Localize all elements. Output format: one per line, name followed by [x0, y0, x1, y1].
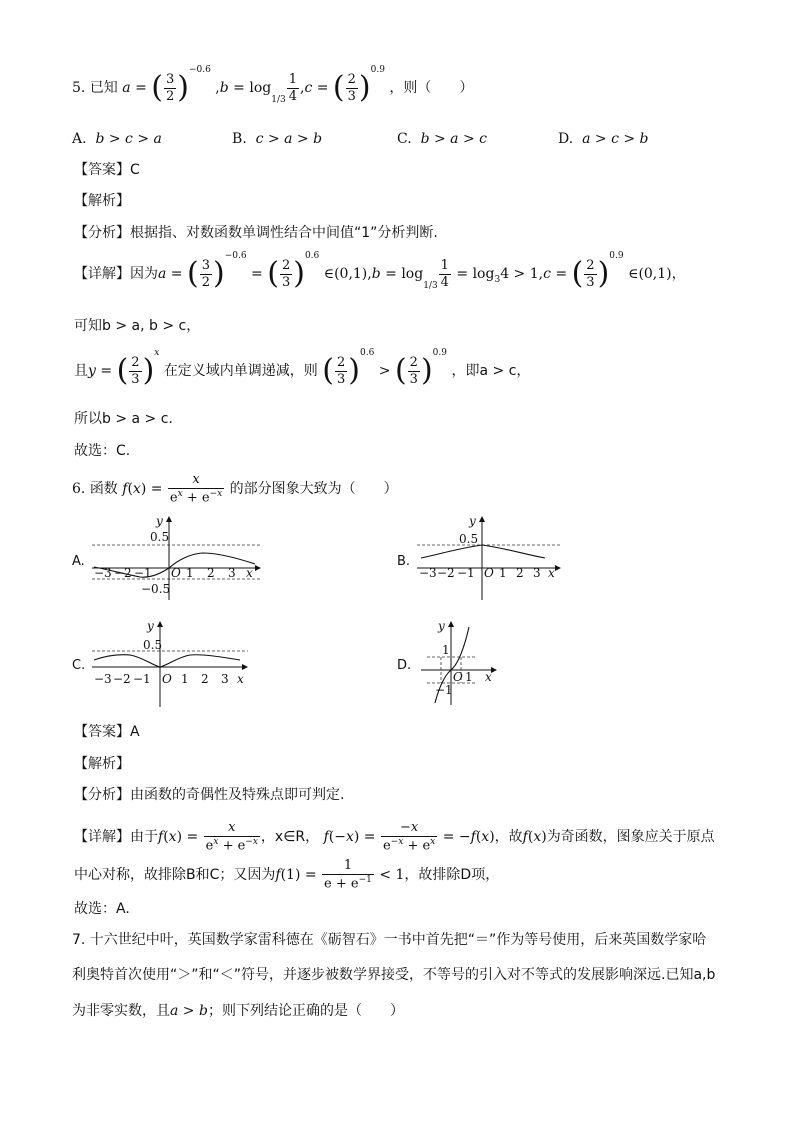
q6-number: 6.: [72, 480, 86, 497]
q5-detail-line: 【详解】因为a = ( $\frac{3}{2}$ )$^{-0.6}$ = ( $\frac{2}{3}$ )$^{0.6}$ ∈(0,1),b = $\log_{1/3}$ $\frac{1}{4}$ = $\log_34 > 1,c$ = ( $\frac{2}{3}$ )$^{0.9}$ ∈(0,1)，: [74, 251, 686, 292]
svg-text:1: 1: [181, 672, 189, 686]
svg-text:y: y: [438, 619, 445, 633]
svg-text:1: 1: [186, 566, 194, 580]
q6-graph-b: [395, 512, 595, 604]
q5-know-line: 可知b > a, b > c，: [74, 318, 201, 334]
svg-text:x: x: [485, 670, 492, 684]
svg-text:x: x: [246, 566, 253, 580]
svg-text:O: O: [453, 670, 463, 684]
svg-text:0.5: 0.5: [143, 638, 163, 652]
svg-text:D.: D.: [397, 658, 412, 673]
svg-text:O: O: [162, 672, 172, 686]
svg-text:1: 1: [442, 643, 450, 657]
svg-text:−2: −2: [113, 672, 131, 686]
q5-stem-prefix: 已知: [89, 80, 118, 97]
svg-text:O: O: [484, 566, 494, 580]
q5-stem: 5. 已知 a = ( $\frac{3}{2}$ )$^{-0.6}$ $,b = \log_{1/3}$ $\frac{1}{4}$ ,c = ( $\frac{2}{3}$ )$^{0.9}$ ，则（ ）: [72, 65, 474, 106]
svg-text:A.: A.: [72, 554, 85, 569]
svg-text:−3: −3: [94, 672, 112, 686]
q5-option-c: C. b > a > c: [397, 131, 487, 147]
svg-text:−2: −2: [437, 566, 455, 580]
q6-stem: 6. 函数 f(x) = $\frac{x}{e^x + e^{-x}}$ 的部分图象大致为（ ）: [72, 472, 398, 505]
q5-option-b: B. c > a > b: [232, 131, 323, 147]
q5-number: 5.: [72, 80, 86, 97]
svg-text:3: 3: [221, 672, 229, 686]
q6-analysis-tag: 【解析】: [74, 756, 130, 772]
svg-text:1: 1: [499, 566, 507, 580]
q6-graph-c: [70, 617, 270, 709]
q5-fenxi: 【分析】根据指、对数函数单调性结合中间值“1”分析判断.: [74, 225, 438, 241]
q5-answer: 【答案】C: [74, 162, 140, 178]
svg-text:3: 3: [228, 566, 236, 580]
q6-detail-line2: 中心对称，故排除B和C；又因为f(1) = $\frac{1}{e + e^{-1}}$ < 1，故排除D项，: [74, 858, 500, 891]
svg-text:y: y: [156, 514, 163, 528]
q5-choose-line: 故选：C.: [74, 443, 131, 459]
q7-stem-line1: 7. 十六世纪中叶，英国数学家雷科德在《砺智石》一书中首先把“＝”作为等号使用，后来英国数学家哈: [72, 932, 707, 948]
q5-so-line: 所以b > a > c.: [74, 411, 173, 427]
svg-text:x: x: [237, 672, 244, 686]
svg-text:0.5: 0.5: [459, 532, 479, 546]
svg-text:0.5: 0.5: [150, 530, 170, 544]
q5-option-a: A. b > c > a: [72, 131, 162, 147]
q6-graph-a: [70, 512, 270, 604]
q7-stem-line3: 为非零实数，且a > b；则下列结论正确的是（ ）: [72, 1003, 404, 1019]
q6-choose-line: 故选：A.: [74, 901, 130, 917]
svg-text:2: 2: [516, 566, 524, 580]
svg-text:1: 1: [465, 670, 473, 684]
svg-text:C.: C.: [72, 658, 86, 673]
q5-analysis-tag: 【解析】: [74, 193, 130, 209]
svg-text:−1: −1: [435, 683, 453, 697]
svg-text:3: 3: [533, 566, 541, 580]
svg-text:−1: −1: [133, 672, 151, 686]
svg-text:2: 2: [207, 566, 215, 580]
q5-and-line: 且y = ( $\frac{2}{3}$ )$^x$ 在定义域内单调递减，则 ( $\frac{2}{3}$ )$^{0.6}$ > ( $\frac{2}{3}$ )$^{0.9}$ ，即a > c，: [74, 348, 531, 389]
svg-text:−3: −3: [419, 566, 437, 580]
svg-text:x: x: [548, 566, 555, 580]
q6-graph-d: [395, 617, 525, 709]
svg-text:−1: −1: [457, 566, 475, 580]
q6-stem-prefix: 函数: [89, 480, 118, 497]
q7-stem-line2: 利奥特首次使用“＞”和“＜”符号，并逐步被数学界接受，不等号的引入对不等式的发展影响深远.已知a,b: [72, 967, 716, 983]
q6-answer: 【答案】A: [74, 724, 140, 740]
svg-text:y: y: [147, 619, 154, 633]
q5-option-d: D. a > c > b: [558, 131, 649, 147]
svg-text:−2: −2: [114, 566, 132, 580]
svg-text:−3: −3: [94, 566, 112, 580]
q6-stem-suffix: 的部分图象大致为（ ）: [229, 480, 398, 497]
svg-text:y: y: [469, 514, 476, 528]
q5-stem-suffix: ，则（ ）: [389, 80, 474, 97]
q6-fenxi: 【分析】由函数的奇偶性及特殊点即可判定.: [74, 787, 345, 803]
svg-text:O: O: [171, 566, 181, 580]
svg-text:2: 2: [201, 672, 209, 686]
svg-text:−1: −1: [134, 566, 152, 580]
q6-detail-line: 【详解】由于f(x) = $\frac{x}{e^x + e^{-x}}$ ，x∈R， f(−x) = $\frac{-x}{e^{-x} + e^x}$ = −f(x)，故f(x)为奇函数，图象应关于原点: [74, 820, 715, 853]
svg-text:B.: B.: [397, 554, 411, 569]
svg-text:−0.5: −0.5: [141, 582, 171, 596]
